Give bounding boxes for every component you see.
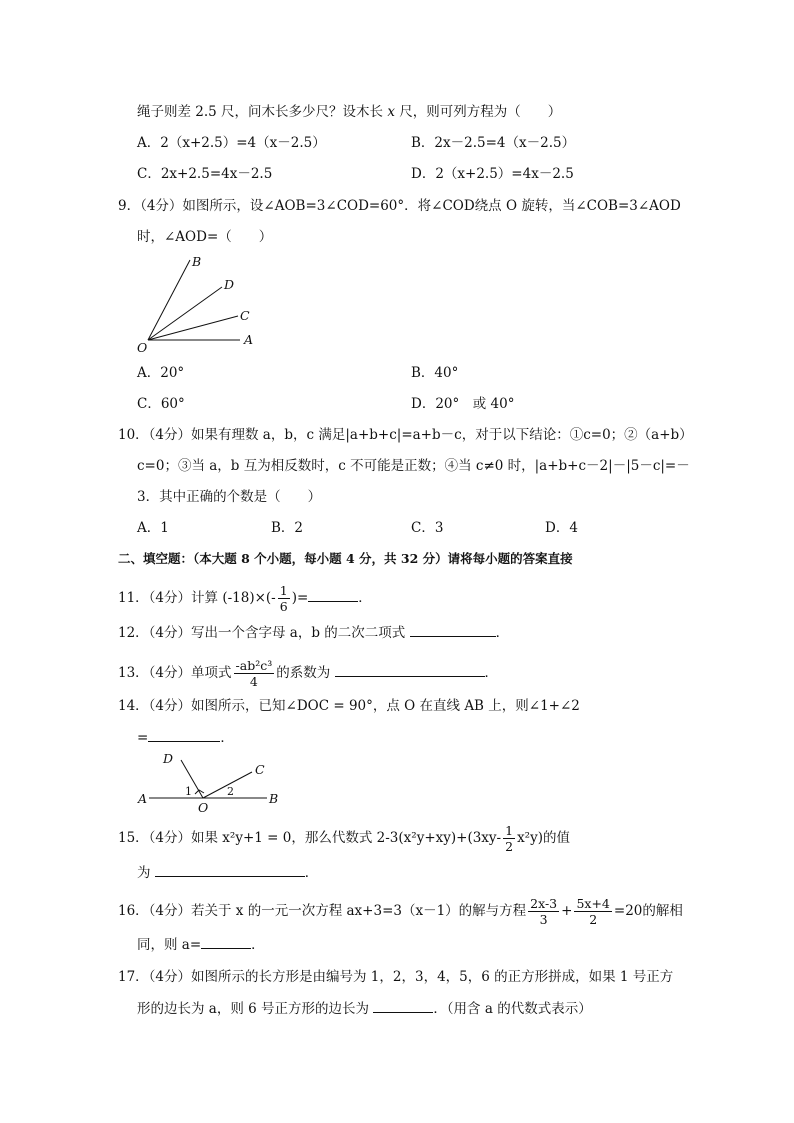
q10-option-d[interactable]: D．4 [545,520,578,536]
q16-fraction-1: $\frac{2x-3}{3}$ [530,896,558,927]
q10-option-a[interactable]: A．1 [137,520,169,536]
q11: 11．（4分）计算 (-18)×(- $\frac{1}{6}$ )= ． [118,583,372,614]
q15-answer-blank[interactable] [155,862,305,877]
q10-option-c[interactable]: C．3 [411,520,444,536]
ray-od [148,287,222,340]
q10-stem-line1: 10．（4分）如果有理数 a，b，c 满足|a+b+c|=a+b－c，对于以下结论：①c=0；②（a+b） [118,427,693,443]
q16-line1: 16．（4分）若关于 x 的一元一次方程 ax+3=3（x－1）的解与方程 $\frac{2x-3}{3}$ + $\frac{5x+4}{2}$ =20的解相 [118,896,683,927]
q14-stem-line1: 14．（4分）如图所示，已知∠DOC = 90°，点 O 在直线 AB 上，则∠1+∠2 [118,698,580,714]
label-b: B [192,254,202,269]
label-angle-2: 2 [227,785,234,798]
q9-stem-line2: 时，∠AOD=（ ） [137,229,273,245]
q16-line2: 同，则 a= ． [137,934,265,955]
q8-option-c[interactable]: C．2x+2.5=4x－2.5 [137,166,273,182]
section-heading-fill-blank: 二、填空题：（本大题 8 个小题，每小题 4 分，共 32 分）请将每小题的答案直接 [118,551,573,566]
ray-oc [148,316,238,340]
q9-option-b[interactable]: B．40° [411,365,459,381]
q16-fraction-2: $\frac{5x+4}{2}$ [576,896,610,927]
label-a: A [138,791,148,806]
q8-option-d[interactable]: D．2（x+2.5）=4x－2.5 [411,166,574,182]
q17-answer-blank[interactable] [373,998,433,1013]
q14-angle-figure [135,748,285,816]
q9-angle-figure [130,250,270,358]
label-c: C [240,308,250,323]
q9-stem-line1: 9．（4分）如图所示，设∠AOB=3∠COD=60°．将∠COD绕点 O 旋转，当∠COB=3∠AOD [118,198,681,214]
q13-fraction: $\frac{\text{-ab²c³}}{4}$ [235,658,273,689]
label-a: A [244,332,254,347]
q10-option-b[interactable]: B．2 [271,520,304,536]
q15-line1: 15．（4分）如果 x²y+1 = 0，那么代数式 2-3(x²y+xy)+(3xy- $\frac{1}{2}$ x²y)的值 [118,823,570,854]
q13: 13．（4分）单项式 $\frac{\text{-ab²c³}}{4}$ 的系数为 ． [118,658,499,689]
q9-option-a[interactable]: A．20° [137,365,185,381]
q17-line2: 形的边长为 a，则 6 号正方形的边长为 ．（用含 a 的代数式表示） [137,998,592,1019]
q12-answer-blank[interactable] [410,622,496,637]
q15-fraction: $\frac{1}{2}$ [505,823,514,854]
q12: 12．（4分）写出一个含字母 a，b 的二次二项式 ． [118,622,509,643]
ray-ob [148,260,190,340]
q14-answer-blank[interactable] [148,727,220,742]
q8-option-b[interactable]: B．2x－2.5=4（x－2.5） [411,135,576,151]
label-o: O [198,800,209,815]
q8-stem: 绳子则差 2.5 尺，问木长多少尺？设木长 x 尺，则可列方程为（ ） [137,104,562,120]
q13-answer-blank[interactable] [335,662,485,677]
label-angle-1: 1 [185,785,192,798]
q11-fraction: $\frac{1}{6}$ [279,583,288,614]
label-b: B [269,791,279,806]
label-d: D [163,751,174,766]
q9-option-d[interactable]: D．20° 或 40° [411,396,515,412]
label-c: C [255,762,265,777]
q16-answer-blank[interactable] [201,934,251,949]
q10-stem-line3: 3．其中正确的个数是（ ） [137,489,322,505]
label-d: D [224,277,235,292]
q8-option-a[interactable]: A．2（x+2.5）=4（x－2.5） [137,135,326,151]
label-o: O [137,340,148,355]
q17-line1: 17．（4分）如图所示的长方形是由编号为 1，2，3，4，5，6 的正方形拼成，如果 1 号正方 [118,969,674,985]
q14-stem-line2: = ． [137,727,234,748]
q10-stem-line2: c=0；③当 a，b 互为相反数时，c 不可能是正数；④当 c≠0 时，|a+b+c－2|－|5－c|=－ [137,458,690,474]
q11-answer-blank[interactable] [308,587,358,602]
q9-option-c[interactable]: C．60° [137,396,185,412]
q15-line2: 为 ． [137,862,318,883]
